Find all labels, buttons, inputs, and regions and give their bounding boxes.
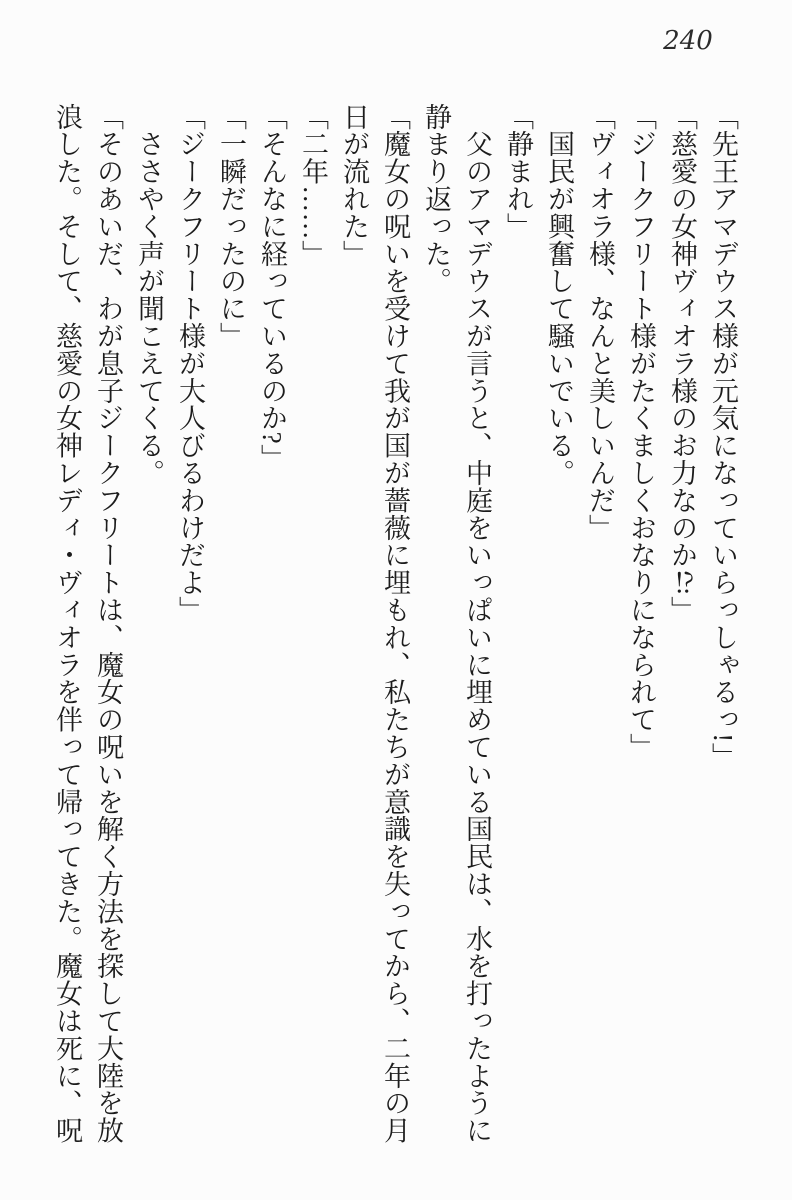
text-line: 「先王アマデウス様が元気になっていらっしゃるっ!」 — [708, 103, 738, 770]
text-line: 「ヴィオラ様、なんと美しいんだ」 — [585, 103, 615, 542]
text-line: 「魔女の呪いを受けて我が国が薔薇に埋もれ、私たちが意識を失ってから、二年の月 — [380, 103, 410, 1145]
text-line: 浪した。そして、慈愛の女神レディ・ヴィオラを伴って帰ってきた。魔女は死に、呪 — [52, 103, 82, 1145]
text-line: 静まり返った。 — [421, 103, 451, 295]
text-line: 「ジークフリート様が大人びるわけだよ」 — [175, 103, 205, 624]
text-line: 「一瞬だったのに」 — [216, 103, 246, 350]
text-line: 「二年……」 — [298, 103, 328, 268]
text-line: 国民が興奮して騒いでいる。 — [544, 103, 574, 487]
text-line: ささやく声が聞こえてくる。 — [134, 103, 164, 487]
text-line: 「慈愛の女神ヴィオラ様のお力なのか⁉」 — [667, 103, 697, 624]
text-line: 日が流れた」 — [339, 103, 369, 268]
text-line: 「そんなに経っているのか?」 — [257, 103, 287, 472]
text-line: 「ジークフリート様がたくましくおなりになられて」 — [626, 103, 656, 761]
vertical-text-block — [46, 103, 743, 1145]
text-line: 「静まれ」 — [503, 103, 533, 240]
text-line: 「そのあいだ、わが息子ジークフリートは、魔女の呪いを解く方法を探して大陸を放 — [93, 103, 123, 1145]
text-line: 父のアマデウスが言うと、中庭をいっぱいに埋めている国民は、水を打ったように — [462, 103, 492, 1145]
page-number: 240 — [663, 26, 713, 56]
